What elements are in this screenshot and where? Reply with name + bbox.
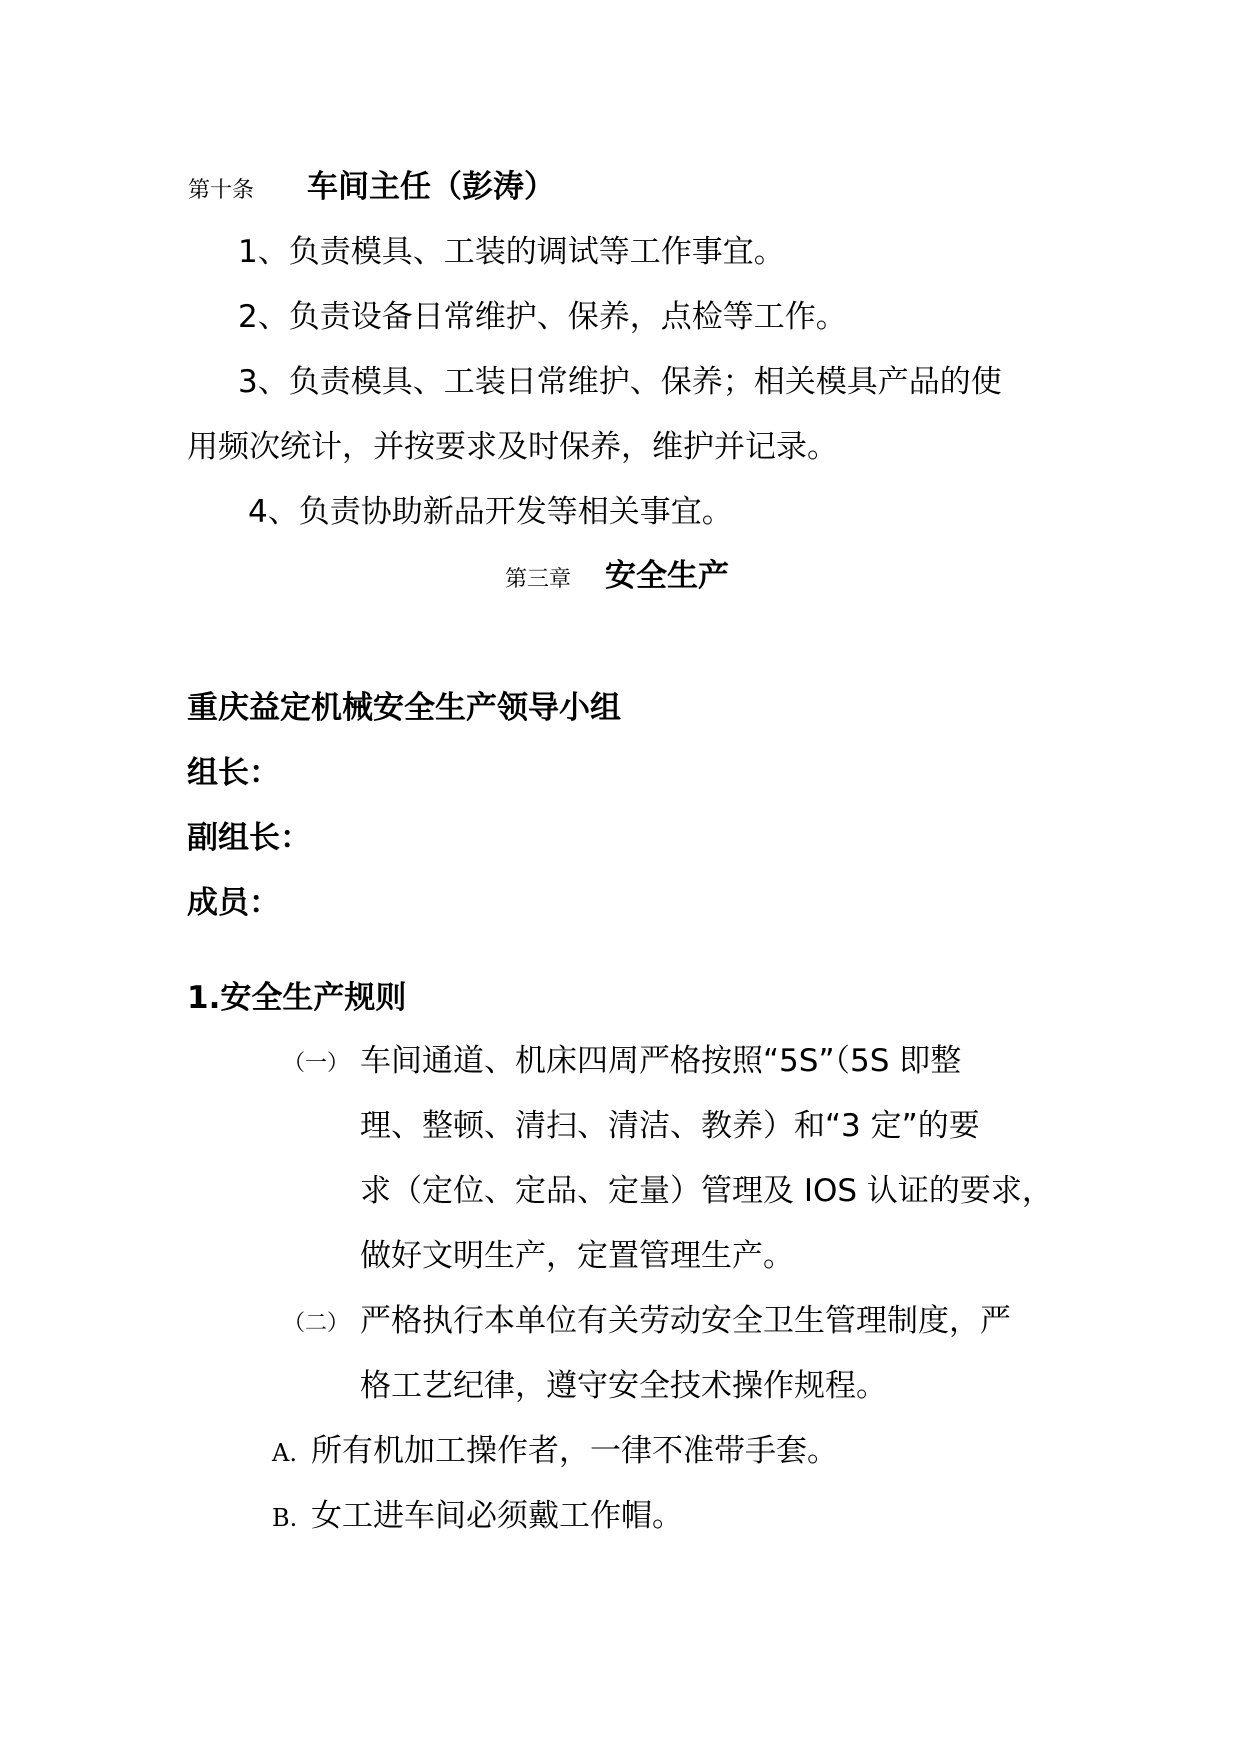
duty-item-4: 4、负责协助新品开发等相关事宜。	[248, 494, 733, 530]
rules-heading: 1.安全生产规则	[187, 980, 407, 1016]
chapter-title: 安全生产	[605, 558, 729, 594]
sub-a-text: 所有机加工操作者，一律不准带手套。	[311, 1433, 838, 1469]
group-deputy: 副组长：	[187, 820, 311, 856]
chapter-label: 第三章	[505, 567, 572, 592]
rule-1-line-2: 理、整顿、清扫、清洁、教养）和“3 定”的要	[360, 1108, 980, 1144]
article-label: 第十条	[188, 178, 255, 203]
rule-1-line-4: 做好文明生产，定置管理生产。	[360, 1238, 794, 1274]
rule-1-marker: （一）	[283, 1051, 350, 1076]
group-members: 成员：	[187, 885, 280, 921]
rule-2-marker: （二）	[283, 1311, 350, 1336]
duty-item-2: 2、负责设备日常维护、保养，点检等工作。	[238, 299, 847, 335]
rule-2-line-2: 格工艺纪律，遵守安全技术操作规程。	[360, 1368, 887, 1404]
group-leader: 组长：	[187, 755, 280, 791]
sub-b-text: 女工进车间必须戴工作帽。	[311, 1498, 683, 1534]
duty-item-3-continued: 用频次统计，并按要求及时保养，维护并记录。	[187, 429, 838, 465]
sub-b-marker: B.	[272, 1504, 298, 1532]
duty-item-3: 3、负责模具、工装日常维护、保养；相关模具产品的使	[238, 364, 1002, 400]
rule-1-line-1: 车间通道、机床四周严格按照“5S”（5S 即整	[360, 1043, 962, 1079]
rule-2-line-1: 严格执行本单位有关劳动安全卫生管理制度，严	[360, 1303, 1011, 1339]
group-title: 重庆益定机械安全生产领导小组	[187, 690, 621, 726]
sub-a-marker: A.	[272, 1439, 297, 1467]
duty-item-1: 1、负责模具、工装的调试等工作事宜。	[238, 234, 785, 270]
article-title: 车间主任（彭涛）	[307, 169, 555, 205]
rule-1-line-3: 求（定位、定品、定量）管理及 IOS 认证的要求，	[360, 1173, 1053, 1209]
